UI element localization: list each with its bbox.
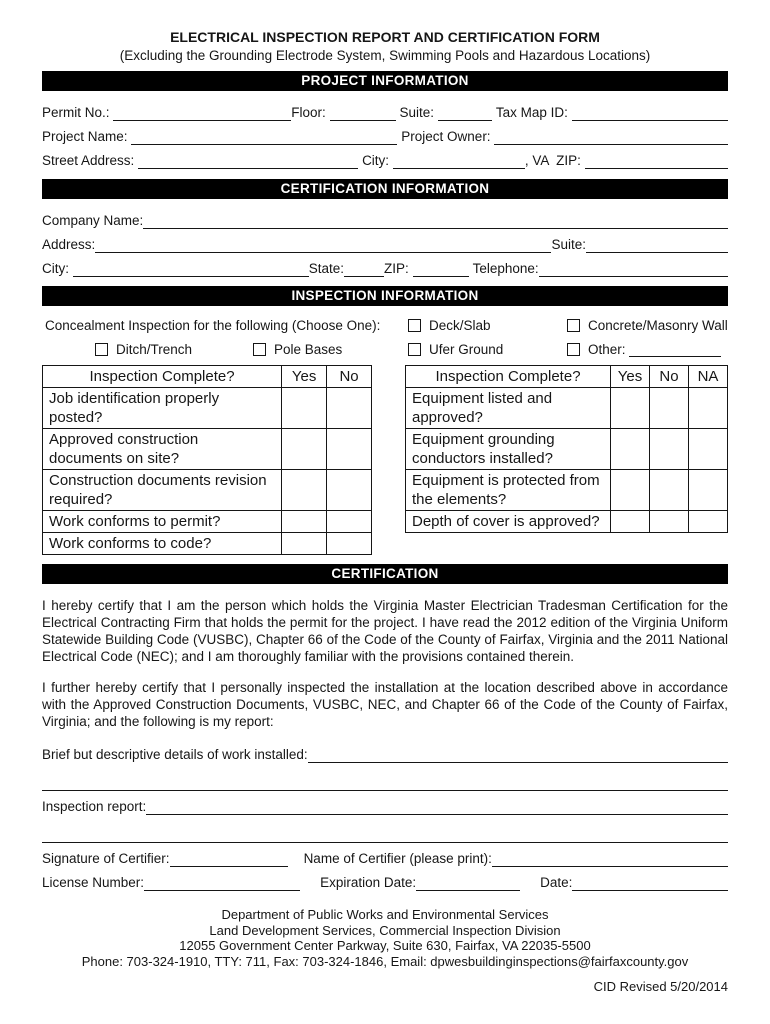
work-details-label: Brief but descriptive details of work installed: bbox=[42, 747, 308, 762]
deck-slab-checkbox[interactable] bbox=[408, 319, 421, 332]
address-field[interactable] bbox=[95, 237, 551, 253]
table-row bbox=[406, 511, 728, 533]
na-cell[interactable] bbox=[689, 470, 728, 511]
table-row bbox=[43, 429, 372, 470]
zip-field[interactable] bbox=[585, 153, 728, 169]
certification-header: CERTIFICATION bbox=[42, 564, 728, 584]
table-row bbox=[43, 388, 372, 429]
page-title: ELECTRICAL INSPECTION REPORT AND CERTIFICATION FORM bbox=[170, 29, 600, 45]
deck-slab-option bbox=[408, 318, 491, 333]
city-field[interactable] bbox=[393, 153, 525, 169]
no-column-header: No bbox=[650, 366, 689, 388]
inspection-report-field-line2[interactable] bbox=[42, 827, 728, 843]
left-table-title: Inspection Complete? bbox=[43, 366, 282, 388]
ufer-ground-checkbox[interactable] bbox=[408, 343, 421, 356]
table-header-row bbox=[43, 366, 372, 388]
inspection-question: Approved construction documents on site? bbox=[43, 429, 282, 470]
city-label: City: bbox=[362, 153, 393, 168]
telephone-field[interactable] bbox=[539, 261, 728, 277]
company-zip-field[interactable] bbox=[413, 261, 469, 277]
date-field[interactable] bbox=[572, 875, 728, 891]
yes-cell[interactable] bbox=[282, 388, 327, 429]
concrete-masonry-option bbox=[567, 318, 728, 333]
inspection-question: Work conforms to permit? bbox=[43, 511, 282, 533]
table-row bbox=[406, 388, 728, 429]
expiration-date-field[interactable] bbox=[416, 875, 520, 891]
va-zip-label: , VA ZIP: bbox=[524, 153, 585, 168]
page-subtitle: (Excluding the Grounding Electrode System, Swimming Pools and Hazardous Locations) bbox=[119, 48, 651, 63]
footer bbox=[42, 907, 728, 969]
zip-label: ZIP: bbox=[384, 261, 413, 276]
yes-cell[interactable] bbox=[282, 511, 327, 533]
suite-label: Suite: bbox=[399, 105, 438, 120]
inspection-question: Equipment is protected from the elements? bbox=[406, 470, 611, 511]
yes-cell[interactable] bbox=[282, 429, 327, 470]
na-cell[interactable] bbox=[689, 429, 728, 470]
address-label: Address: bbox=[42, 237, 96, 252]
ufer-ground-label: Ufer Ground bbox=[429, 342, 504, 357]
yes-cell[interactable] bbox=[611, 470, 650, 511]
table-header-row bbox=[406, 366, 728, 388]
inspection-question: Work conforms to code? bbox=[43, 533, 282, 555]
footer-department: Department of Public Works and Environmental Services bbox=[221, 907, 549, 922]
table-row bbox=[406, 470, 728, 511]
tax-map-label: Tax Map ID: bbox=[495, 105, 572, 120]
yes-cell[interactable] bbox=[611, 511, 650, 533]
floor-label: Floor: bbox=[291, 105, 330, 120]
floor-field[interactable] bbox=[330, 105, 396, 121]
inspection-question: Construction documents revision required? bbox=[43, 470, 282, 511]
project-information-header: PROJECT INFORMATION bbox=[42, 71, 728, 91]
company-name-label: Company Name: bbox=[42, 213, 144, 228]
footer-contact: Phone: 703-324-1910, TTY: 711, Fax: 703-324-1846, Email: dpwesbuildinginspections@fairfaxcounty.gov bbox=[81, 953, 689, 969]
inspection-question: Job identification properly posted? bbox=[43, 388, 282, 429]
footer-address: 12055 Government Center Parkway, Suite 630, Fairfax, VA 22035-5500 bbox=[179, 938, 591, 953]
table-row bbox=[43, 470, 372, 511]
signature-label: Signature of Certifier: bbox=[42, 851, 170, 866]
inspection-tables bbox=[42, 365, 728, 555]
work-details-field-line2[interactable] bbox=[42, 775, 728, 791]
inspection-report-row bbox=[42, 798, 728, 815]
na-cell[interactable] bbox=[689, 511, 728, 533]
work-details-continuation-row bbox=[42, 775, 728, 791]
yes-cell[interactable] bbox=[611, 429, 650, 470]
inspection-report-label: Inspection report: bbox=[42, 799, 147, 814]
left-inspection-table bbox=[42, 365, 372, 555]
table-row bbox=[406, 429, 728, 470]
na-column-header: NA bbox=[689, 366, 728, 388]
project-name-label: Project Name: bbox=[42, 129, 132, 144]
revision-note: CID Revised 5/20/2014 bbox=[593, 979, 728, 994]
project-name-field[interactable] bbox=[131, 129, 397, 145]
ditch-trench-option bbox=[95, 342, 192, 357]
pole-bases-checkbox[interactable] bbox=[253, 343, 266, 356]
no-cell[interactable] bbox=[327, 470, 372, 511]
other-checkbox[interactable] bbox=[567, 343, 580, 356]
no-cell[interactable] bbox=[650, 388, 689, 429]
inspection-report-field[interactable] bbox=[146, 799, 728, 815]
right-table-title: Inspection Complete? bbox=[406, 366, 611, 388]
yes-cell[interactable] bbox=[282, 533, 327, 555]
checkbox-row bbox=[42, 342, 728, 358]
no-cell[interactable] bbox=[327, 533, 372, 555]
table-row bbox=[43, 511, 372, 533]
other-label: Other: bbox=[588, 342, 626, 357]
other-field[interactable] bbox=[629, 343, 721, 357]
yes-cell[interactable] bbox=[611, 388, 650, 429]
no-cell[interactable] bbox=[327, 388, 372, 429]
no-column-header: No bbox=[327, 366, 372, 388]
inspection-report-continuation-row bbox=[42, 827, 728, 843]
na-cell[interactable] bbox=[689, 388, 728, 429]
inspection-question: Equipment listed and approved? bbox=[406, 388, 611, 429]
ufer-ground-option bbox=[408, 342, 503, 357]
ditch-trench-label: Ditch/Trench bbox=[116, 342, 193, 357]
pole-bases-label: Pole Bases bbox=[274, 342, 343, 357]
company-address-row bbox=[42, 236, 728, 253]
tax-map-field[interactable] bbox=[572, 105, 728, 121]
no-cell[interactable] bbox=[650, 470, 689, 511]
deck-slab-label: Deck/Slab bbox=[429, 318, 491, 333]
no-cell[interactable] bbox=[327, 511, 372, 533]
license-row bbox=[42, 874, 728, 891]
table-row bbox=[43, 533, 372, 555]
state-field[interactable] bbox=[344, 261, 384, 277]
company-name-field[interactable] bbox=[143, 213, 728, 229]
certification-paragraph-2: I further hereby certify that I personally inspected the installation at the location described above in accordance with the Approved Construction Documents, VUSBC, NEC, and Chapter 66 of the Code of the County of Fairfax, Virginia; and the following is my report: bbox=[42, 680, 728, 729]
pole-bases-option bbox=[253, 342, 342, 357]
company-city-field[interactable] bbox=[73, 261, 309, 277]
permit-no-label: Permit No.: bbox=[42, 105, 114, 120]
signature-row bbox=[42, 850, 728, 867]
footer-division: Land Development Services, Commercial Inspection Division bbox=[209, 922, 561, 938]
ditch-trench-checkbox[interactable] bbox=[95, 343, 108, 356]
concrete-masonry-checkbox[interactable] bbox=[567, 319, 580, 332]
certifier-name-field[interactable] bbox=[492, 851, 728, 867]
yes-column-header: Yes bbox=[611, 366, 650, 388]
telephone-label: Telephone: bbox=[472, 261, 539, 276]
concealment-row bbox=[42, 318, 728, 334]
project-name-row bbox=[42, 128, 728, 145]
concrete-masonry-label: Concrete/Masonry Wall bbox=[588, 318, 728, 333]
inspection-question: Equipment grounding conductors installed? bbox=[406, 429, 611, 470]
yes-column-header: Yes bbox=[282, 366, 327, 388]
work-details-field[interactable] bbox=[308, 747, 728, 763]
permit-no-field[interactable] bbox=[113, 105, 291, 121]
company-city-row bbox=[42, 260, 728, 277]
concealment-label: Concealment Inspection for the following (Choose One): bbox=[45, 318, 381, 333]
work-details-row bbox=[42, 746, 728, 763]
license-number-label: License Number: bbox=[42, 875, 145, 890]
certifier-name-label: Name of Certifier (please print): bbox=[303, 851, 492, 866]
no-cell[interactable] bbox=[650, 511, 689, 533]
signature-field[interactable] bbox=[170, 851, 288, 867]
inspection-information-header: INSPECTION INFORMATION bbox=[42, 286, 728, 306]
inspection-question: Depth of cover is approved? bbox=[406, 511, 611, 533]
project-owner-label: Project Owner: bbox=[401, 129, 495, 144]
date-label: Date: bbox=[540, 875, 573, 890]
project-owner-field[interactable] bbox=[494, 129, 728, 145]
street-address-label: Street Address: bbox=[42, 153, 139, 168]
company-suite-label: Suite: bbox=[551, 237, 586, 252]
right-inspection-table bbox=[405, 365, 728, 533]
license-number-field[interactable] bbox=[144, 875, 300, 891]
suite-field[interactable] bbox=[438, 105, 492, 121]
company-suite-field[interactable] bbox=[586, 237, 728, 253]
expiration-date-label: Expiration Date: bbox=[320, 875, 417, 890]
certification-paragraph-1: I hereby certify that I am the person which holds the Virginia Master Electrician Tradesman Certification for the Electrical Contracting Firm that holds the permit for the project. I have read the 2012 edition of the Virginia Uniform Statewide Building Code (VUSBC), Chapter 66 of the Code of the County of Fairfax, Virginia and the 2011 National Electrical Code (NEC); and I am thoroughly familiar with the provisions contained therein. bbox=[42, 598, 728, 664]
company-name-row bbox=[42, 212, 728, 229]
permit-row bbox=[42, 104, 728, 121]
state-label: State: bbox=[308, 261, 345, 276]
yes-cell[interactable] bbox=[282, 470, 327, 511]
other-option bbox=[567, 342, 721, 357]
certification-information-header: CERTIFICATION INFORMATION bbox=[42, 179, 728, 199]
company-city-label: City: bbox=[42, 261, 73, 276]
no-cell[interactable] bbox=[650, 429, 689, 470]
no-cell[interactable] bbox=[327, 429, 372, 470]
street-address-field[interactable] bbox=[138, 153, 358, 169]
street-address-row bbox=[42, 152, 728, 169]
